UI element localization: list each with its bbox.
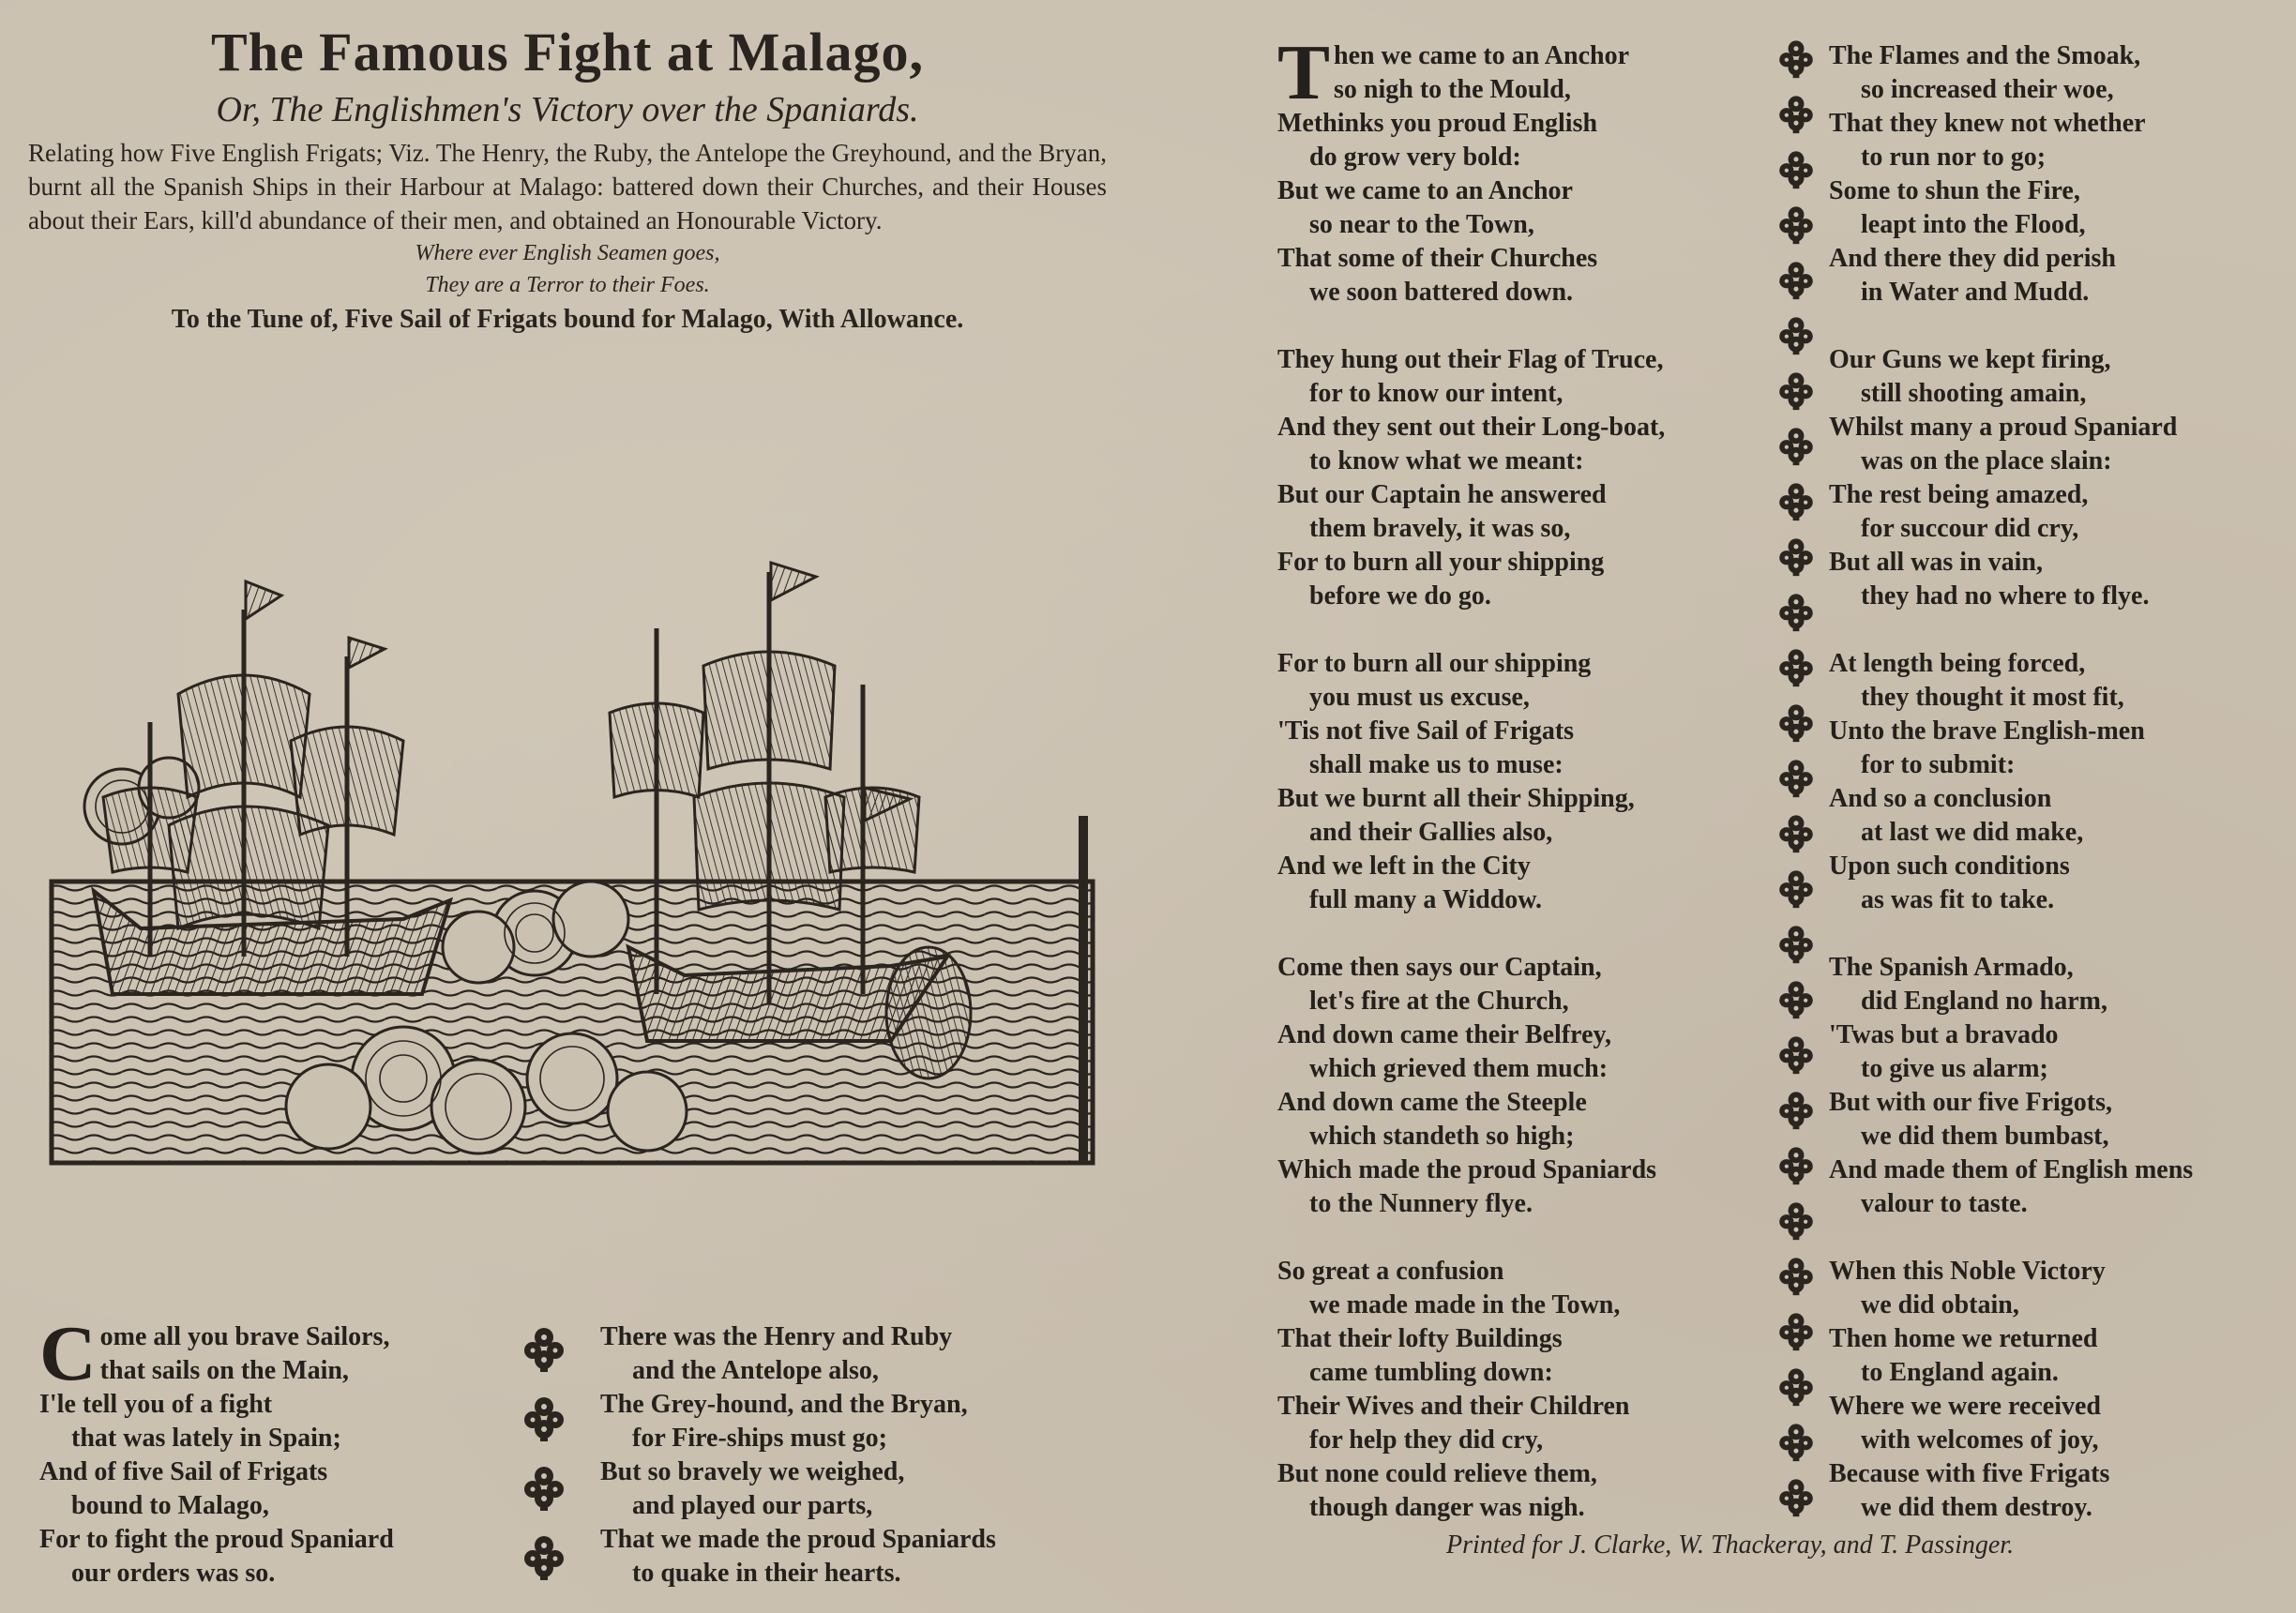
fleuron-ornament-icon xyxy=(1774,1365,1819,1407)
verse-line: So great a confusion xyxy=(1277,1257,1504,1286)
verse-line: And there they did perish xyxy=(1829,244,2116,273)
verse-line: Which made the proud Spaniards xyxy=(1277,1155,1657,1184)
verse-line-rest: ome all you brave Sailors, xyxy=(99,1322,390,1351)
motto xyxy=(28,237,1107,301)
fleuron-ornament-icon xyxy=(1774,38,1819,79)
verse-column-1 xyxy=(39,1310,480,1590)
verse-line: for to submit: xyxy=(1861,750,2016,779)
printer-imprint: Printed for J. Clarke, W. Thackeray, and T. Passinger. xyxy=(1446,1530,2015,1560)
verse-line: Where we were received xyxy=(1829,1392,2101,1421)
verse-line: that sails on the Main, xyxy=(99,1356,349,1385)
verse-line: shall make us to muse: xyxy=(1309,750,1563,779)
verse-column-4 xyxy=(1829,39,2279,1525)
fleuron-ornament-icon xyxy=(1774,867,1819,909)
fleuron-ornament-icon xyxy=(1774,591,1819,632)
stanza-gap xyxy=(1829,309,2279,343)
verse-line: The Spanish Armado, xyxy=(1829,953,2074,982)
fleuron-ornament-icon xyxy=(518,1463,570,1512)
fleuron-ornament-icon xyxy=(1774,148,1819,189)
verse-line: to quake in their hearts. xyxy=(632,1559,901,1588)
verse-line: at last we did make, xyxy=(1861,818,2084,847)
verse-line: Whilst many a proud Spaniard xyxy=(1829,413,2178,442)
fleuron-ornament-icon xyxy=(1774,1476,1819,1517)
ships-woodcut-image xyxy=(47,553,1097,1172)
verse-line: so near to the Town, xyxy=(1309,210,1534,239)
stanza-gap xyxy=(1277,917,1765,951)
verse-line: as was fit to take. xyxy=(1861,885,2055,914)
verse-line: I'le tell you of a fight xyxy=(39,1390,273,1419)
verse-line: That they knew not whether xyxy=(1829,109,2146,138)
verse-line: which grieved them much: xyxy=(1309,1054,1609,1083)
verse-line: Methinks you proud English xyxy=(1277,109,1598,138)
verse-line: full many a Widdow. xyxy=(1309,885,1542,914)
fleuron-ornament-icon xyxy=(1774,535,1819,577)
verse-line: before we do go. xyxy=(1309,581,1491,611)
fleuron-ornament-icon xyxy=(1774,646,1819,687)
verse-line: bound to Malago, xyxy=(71,1491,269,1520)
verse-line: valour to taste. xyxy=(1861,1189,2028,1218)
verse-line: They hung out their Flag of Truce, xyxy=(1277,345,1664,374)
verse-line: Unto the brave English-men xyxy=(1829,716,2145,746)
verse-line: which standeth so high; xyxy=(1309,1122,1575,1151)
verse-line: with welcomes of joy, xyxy=(1861,1425,2099,1455)
fleuron-ornament-icon xyxy=(1774,1421,1819,1462)
verse-line: for succour did cry, xyxy=(1861,514,2079,543)
verse-line: Because with five Frigats xyxy=(1829,1459,2110,1488)
verse-line: was on the place slain: xyxy=(1861,446,2112,475)
verse-line: The Grey-hound, and the Bryan, xyxy=(600,1390,968,1419)
verse-line: and the Antelope also, xyxy=(632,1356,879,1385)
tune-line: To the Tune of, Five Sail of Frigats bound for Malago, With Allowance. xyxy=(171,305,964,334)
verse-line: and played our parts, xyxy=(632,1491,873,1520)
stanza-gap xyxy=(1277,309,1765,343)
stanza-gap xyxy=(1829,917,2279,951)
verse-line: But our Captain he answered xyxy=(1277,480,1607,509)
verse-line: they thought it most fit, xyxy=(1861,683,2124,712)
verse-line: for to know our intent, xyxy=(1309,379,1563,408)
verse-line: For to burn all your shipping xyxy=(1277,548,1605,577)
drop-cap: C xyxy=(39,1310,97,1397)
verse-line: we made made in the Town, xyxy=(1309,1290,1621,1319)
verse-column-2 xyxy=(600,1320,1088,1590)
verse-line: But so bravely we weighed, xyxy=(600,1457,905,1486)
verse-line: And of five Sail of Frigats xyxy=(39,1457,328,1486)
verse-column-3 xyxy=(1277,29,1765,1525)
verse-line: Then home we returned xyxy=(1829,1324,2098,1353)
fleuron-ornament-icon xyxy=(1774,314,1819,355)
fleuron-ornament-icon xyxy=(1774,1144,1819,1185)
stanza-gap xyxy=(1829,1221,2279,1255)
verse-line: Their Wives and their Children xyxy=(1277,1392,1630,1421)
verse-line: The rest being amazed, xyxy=(1829,480,2089,509)
verse-line: that was lately in Spain; xyxy=(71,1424,341,1453)
verse-line: Come then says our Captain, xyxy=(1277,953,1602,982)
ballad-description: Relating how Five English Frigats; Viz. The Henry, the Ruby, the Antelope the Greyhound, and the Bryan, burnt all the Spanish Ships in their Harbour at Malago: battered down their Churches, and their Houses about their Ears, kill'd abundance of their men, and obtained an Honourable Victory. xyxy=(28,139,1107,234)
verse-line: And so a conclusion xyxy=(1829,784,2052,813)
verse-line: for help they did cry, xyxy=(1309,1425,1544,1455)
verse-line: The Flames and the Smoak, xyxy=(1829,41,2141,70)
fleuron-ornament-icon xyxy=(1774,1199,1819,1241)
verse-line: came tumbling down: xyxy=(1309,1358,1553,1387)
verse-line: That some of their Churches xyxy=(1277,244,1598,273)
verse-line: When this Noble Victory xyxy=(1829,1257,2106,1286)
fleuron-ornament-icon xyxy=(1774,204,1819,245)
verse-line: 'Tis not five Sail of Frigats xyxy=(1277,716,1575,746)
verse-line: in Water and Mudd. xyxy=(1861,278,2090,307)
fleuron-ornament-icon xyxy=(1774,1310,1819,1351)
verse-line: But all was in vain, xyxy=(1829,548,2043,577)
stanza-gap xyxy=(1277,1221,1765,1255)
fleuron-ornament-icon xyxy=(518,1394,570,1442)
verse-line-rest: hen we came to an Anchor xyxy=(1334,41,1630,70)
fleuron-ornament-icon xyxy=(1774,93,1819,134)
fleuron-ornament-icon xyxy=(518,1324,570,1373)
ornament-column-right xyxy=(1763,38,1829,1531)
ornament-column-left xyxy=(497,1324,591,1602)
verse-line: we did them bumbast, xyxy=(1861,1122,2109,1151)
verse-line: For to burn all our shipping xyxy=(1277,649,1592,678)
verse-line: to the Nunnery flye. xyxy=(1309,1189,1533,1218)
motto-line: Where ever English Seamen goes, xyxy=(415,241,720,265)
verse-line: For to fight the proud Spaniard xyxy=(39,1525,394,1554)
fleuron-ornament-icon xyxy=(1774,757,1819,798)
fleuron-ornament-icon xyxy=(1774,812,1819,853)
verse-line: we soon battered down. xyxy=(1309,278,1574,307)
fleuron-ornament-icon xyxy=(1774,259,1819,300)
ballad-subtitle: Or, The Englishmen's Victory over the Spaniards. xyxy=(216,90,919,129)
ballad-title: The Famous Fight at Malago, xyxy=(210,22,925,83)
verse-line: you must us excuse, xyxy=(1309,683,1530,712)
stanza-gap xyxy=(1277,613,1765,647)
verse-line: Our Guns we kept firing, xyxy=(1829,345,2111,374)
verse-line: our orders was so. xyxy=(71,1559,276,1588)
verse-line: them bravely, it was so, xyxy=(1309,514,1571,543)
verse-line: to give us alarm; xyxy=(1861,1054,2048,1083)
fleuron-ornament-icon xyxy=(1774,923,1819,964)
drop-cap: T xyxy=(1277,29,1331,116)
verse-line: they had no where to flye. xyxy=(1861,581,2150,611)
verse-line: And down came the Steeple xyxy=(1277,1088,1587,1117)
verse-line: and their Gallies also, xyxy=(1309,818,1553,847)
verse-line: for Fire-ships must go; xyxy=(632,1424,887,1453)
verse-line: Upon such conditions xyxy=(1829,852,2070,881)
verse-line: That we made the proud Spaniards xyxy=(600,1525,996,1554)
verse-line: And made them of English mens xyxy=(1829,1155,2194,1184)
verse-line: But we burnt all their Shipping, xyxy=(1277,784,1635,813)
verse-line: 'Twas but a bravado xyxy=(1829,1020,2059,1049)
verse-line: leapt into the Flood, xyxy=(1861,210,2086,239)
verse-line: And they sent out their Long-boat, xyxy=(1277,413,1666,442)
verse-line: to run nor to go; xyxy=(1861,143,2047,172)
verse-line: still shooting amain, xyxy=(1861,379,2087,408)
verse-line: But we came to an Anchor xyxy=(1277,176,1573,205)
verse-line: And we left in the City xyxy=(1277,852,1531,881)
verse-line: to England again. xyxy=(1861,1358,2059,1387)
verse-line: do grow very bold: xyxy=(1309,143,1521,172)
fleuron-ornament-icon xyxy=(1774,1089,1819,1130)
verse-line: And down came their Belfrey, xyxy=(1277,1020,1611,1049)
verse-line: we did obtain, xyxy=(1861,1290,2019,1319)
verse-line: though danger was nigh. xyxy=(1309,1493,1585,1522)
verse-line: did England no harm, xyxy=(1861,987,2107,1016)
verse-line: But with our five Frigots, xyxy=(1829,1088,2113,1117)
fleuron-ornament-icon xyxy=(1774,1255,1819,1296)
fleuron-ornament-icon xyxy=(1774,701,1819,743)
verse-line: so nigh to the Mould, xyxy=(1334,75,1571,104)
fleuron-ornament-icon xyxy=(1774,480,1819,521)
verse-line: There was the Henry and Ruby xyxy=(600,1322,953,1351)
verse-line: so increased their woe, xyxy=(1861,75,2114,104)
fleuron-ornament-icon xyxy=(1774,425,1819,466)
verse-line: That their lofty Buildings xyxy=(1277,1324,1563,1353)
fleuron-ornament-icon xyxy=(1774,369,1819,411)
fleuron-ornament-icon xyxy=(1774,1033,1819,1075)
verse-line: to know what we meant: xyxy=(1309,446,1584,475)
verse-line: we did them destroy. xyxy=(1861,1493,2092,1522)
verse-line: But none could relieve them, xyxy=(1277,1459,1597,1488)
motto-line: They are a Terror to their Foes. xyxy=(425,273,710,297)
verse-line: Some to shun the Fire, xyxy=(1829,176,2080,205)
stanza-gap xyxy=(1829,613,2279,647)
verse-line: At length being forced, xyxy=(1829,649,2086,678)
fleuron-ornament-icon xyxy=(518,1532,570,1581)
verse-line: let's fire at the Church, xyxy=(1309,987,1569,1016)
fleuron-ornament-icon xyxy=(1774,978,1819,1019)
title-block xyxy=(28,21,1107,335)
